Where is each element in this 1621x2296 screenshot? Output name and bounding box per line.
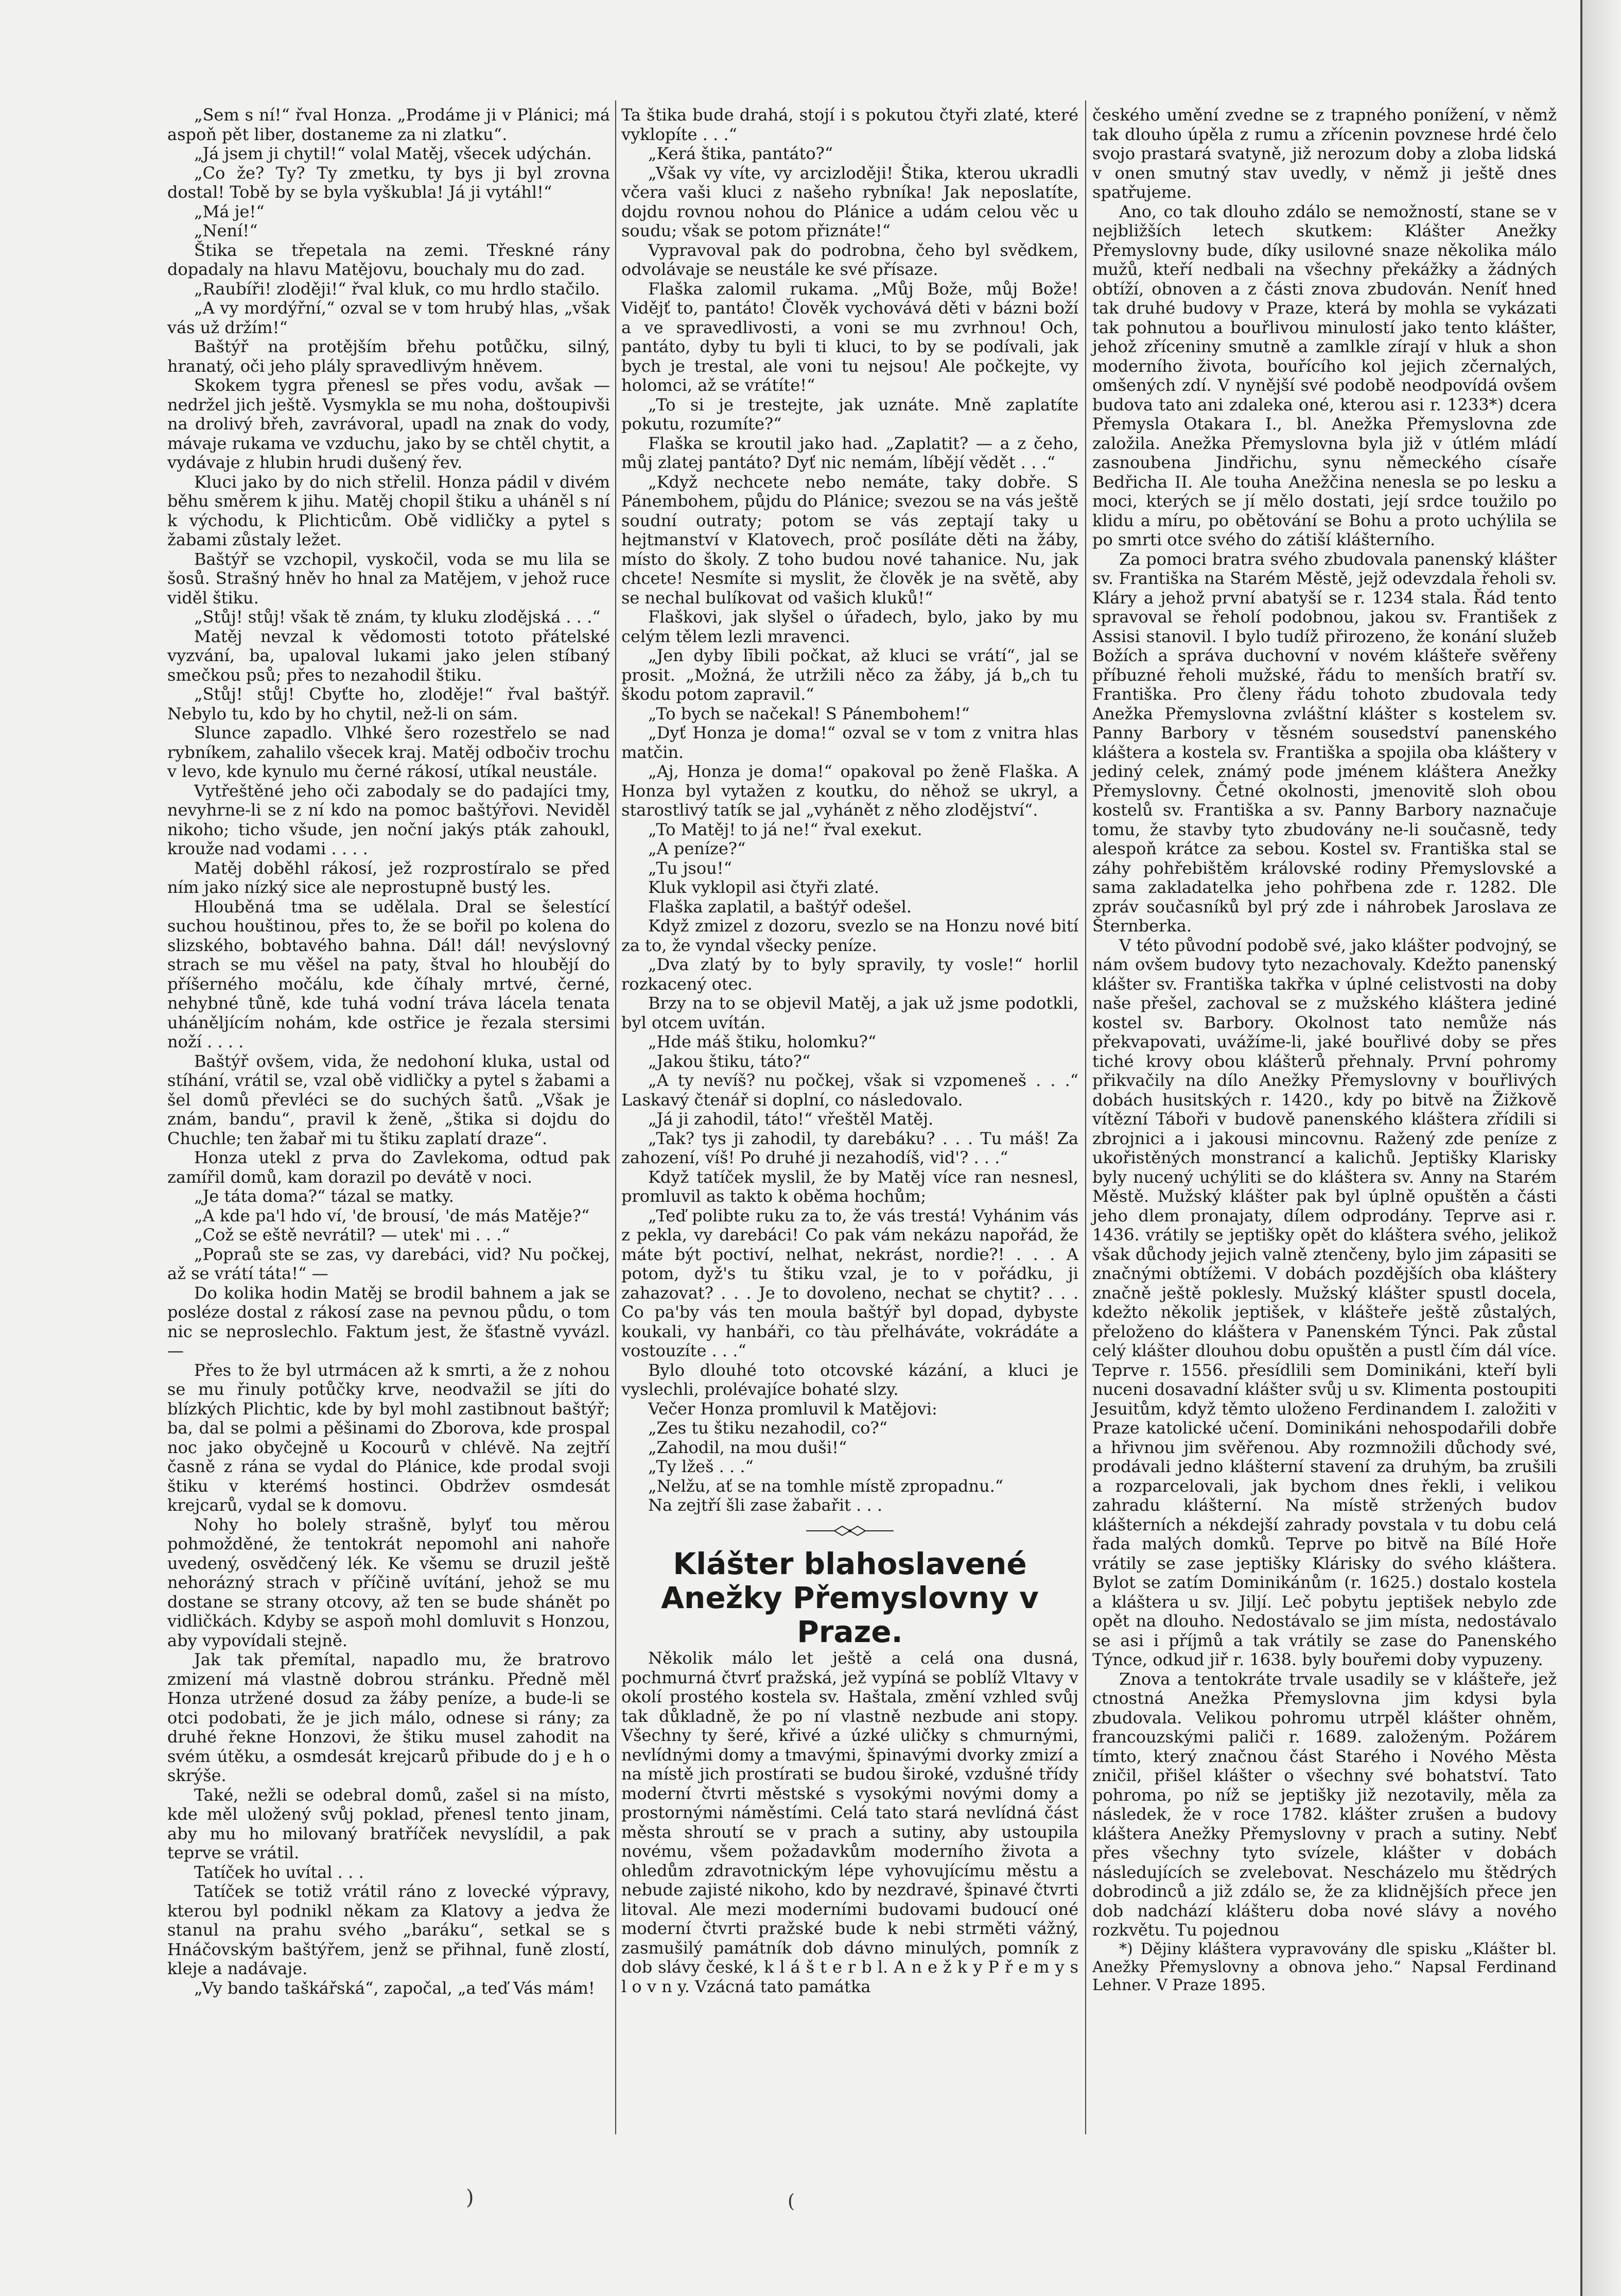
paragraph: Večer Honza promluvil k Matějovi: bbox=[648, 1399, 937, 1419]
paragraph: Flaška zaplatil, a baštýř odešel. bbox=[648, 896, 912, 917]
paragraph: Několik málo let ještě a celá ona dusná, pochmurná čtvrť pražská, jež vypíná se poblíž Vltavy v okolí prostého kostela sv. Haštala, změní vzhled svůj tak důkladně, že po ní vlastně nezbude ani stopy. Všechny ty šeré, křivé a úzké uličky s chmurnými, nevlídnými domy a tmavými, špinavými dvorky zmizí a na místě jich prostírati se budou široké, vzdušné třídy moderní čtvrti městské s vysokými novými domy a prostornými náměstími. Celá tato stará nevlídná část města shroutí se v prach a sutiny, aby ustoupila novému, všem požadavkům moderního života a ohledům zdravotnickým lépe vyhovujícímu městu a nebude zajisté nikoho, kdo by nezdravé, špinavé čtvrti litoval. Ale mezi moderními budovami budoucí oné moderní čtvrti pražské bude k nebi strměti vážný, zasmušilý památník dob dávno minulých, pomník z dob slávy české, k l á š t e r b l. A n e ž k y P ř e m y s l o v n y. Vzácná tato památka bbox=[621, 1648, 1078, 1996]
paragraph: „Hde máš štiku, holomku?“ bbox=[648, 1032, 877, 1051]
paragraph: Flaška zalomil rukama. „Můj Bože, můj Bože! Vidějť to, pantáto! Člověk vychovává děti v bázni boží a ve spravedlivosti, a voni se mu zvrhnou! Och, pantáto, dyby tu byli ti kluci, to by se podívali, jak bych je trestal, ale voni tu nejsou! Ale počkejte, vy holomci, až se vrátíte!“ bbox=[621, 279, 1078, 395]
paragraph: Za pomoci bratra svého zbudovala panenský klášter sv. Františka na Starém Městě, jejž odevzdala řeholi sv. Kláry a jehož první abatyší se r. 1234 stala. Řád tento spravoval se řeholí podobnou, jakou sv. František z Assisi stanovil. I bylo tudíž přirozeno, že konání služeb Božích a správa duchovní v novém klášteře svěřeny příbuzné řeholi mužské, řádu to menších bratří sv. Františka. Pro členy řádu tohoto zbudovala tedy Anežka Přemyslovna zvláštní klášter s kostelem sv. Panny Barbory v těsném sousedství panenského kláštera a kostela sv. Františka a spojila oba kláštery v jediný celek, známý pode jménem kláštera Anežky Přemyslovny. Četné okolnosti, jmenovitě sloh obou kostelů sv. Františka a sv. Panny Barbory naznačuje tomu, že stavby tyto zbudovány ne-li současně, tedy alespoň krátce za sebou. Kostel sv. Františka stal se záhy pohřebištěm královské rodiny Přemyslovské a sama zakladatelka jeho pohřbena zde r. 1282. Dle zpráv současníků byl prý zde i náhrobek Jaroslava ze Šternberka. bbox=[1092, 549, 1557, 936]
paragraph: Matěj doběhl rákosí, jež rozprostíralo se před ním jako nízký sice ale neprostupně bustý les. bbox=[167, 858, 610, 897]
paragraph: Baštýř na protějším břehu potůčku, silný, hranatý, oči jeho plály spravedlivým hněvem. bbox=[167, 337, 610, 376]
paragraph: Kluk vyklopil asi čtyři zlaté. bbox=[648, 877, 880, 897]
paragraph: „Ty lžeš . . .“ bbox=[648, 1457, 754, 1476]
paragraph: Do kolika hodin Matěj se brodil bahnem a jak se posléze dostal z rákosí zase na pevnou půdu, o tom nic se neproslechlo. Faktum jest, že šťastně vyvázl. — bbox=[167, 1283, 610, 1360]
paragraph: Tatíček ho uvítal . . . bbox=[194, 1862, 364, 1882]
scan-mark: ( bbox=[788, 2191, 795, 2212]
paragraph: „Zahodil, na mou duši!“ bbox=[648, 1437, 847, 1457]
section-ornament bbox=[621, 1523, 1078, 1542]
column-rule-right bbox=[1085, 100, 1086, 2134]
paragraph: „Teď polibte ruku za to, že vás trestá! Vyhánim vás z pekla, vy darebáci! Co pak vám nekázu napořád, že máte být poctiví, nelhat, nekrást, nordie?! . . . A potom, dyž's tu štiku vzal, je to v pořádku, ji zahazovat? . . . Je to dovoleno, nechat se chytit? . . . Co pa'by vás ten moula baštýř byl dopad, dybyste koukali, vy hanbáři, co tàu přelháváte, vokrádáte a vostouzíte . . .“ bbox=[621, 1205, 1078, 1360]
paragraph: Ano, co tak dlouho zdálo se nemožností, stane se v nejbližších letech skutkem: Klášter Anežky Přemyslovny bude, díky usilovné snaze několika málo mužů, kteří nedbali na všechny překážky a žádných obtíží, obnoven a z části znova zbudován. Neníť hned tak druhé budovy v Praze, která by mohla se vykázati tak pohnutou a bouřlivou minulostí jako tento klášter, jehož zříceniny smutně a zamlkle zírají v hluk a shon moderního života, bouřícího kol jejich zčernalých, omšených zdí. V nynější své podobě neodpovídá ovšem budova tato ani zdaleka oné, kterou asi r. 1233*) dcera Přemysla Otakara I., bl. Anežka Přemyslovna zde založila. Anežka Přemyslovna byla již v útlém mládí zasnoubena Jindřichu, synu německého císaře Bedřicha II. Ale touha Anežčina nenesla se po lesku a moci, kterých se jí mělo dostati, její srdce toužilo po klidu a míru, po obětování se Bohu a proto uchýlila se po smrti otce svého do zátiší klášterního. bbox=[1092, 201, 1557, 549]
paragraph: Bylo dlouhé toto otcovské kázání, a kluci je vyslechli, prolévajíce bohaté slzy. bbox=[621, 1360, 1078, 1399]
paragraph: Přes to že byl utrmácen až k smrti, a že z nohou se mu řinuly potůčky krve, neodvažil se jíti do blízkých Plichtic, kde by byl mohl zastibnout baštýř; ba, dal se polmi a pěšinami do Zborova, kde prospal noc jako obyčejně u Kocourů v chlévě. Na zejtří časně z rána se vydal do Plánice, kde prodal svoji štiku v kterémś hostinci. Obdržev osmdesát krejcarů, vydal se k domovu. bbox=[167, 1360, 610, 1515]
paragraph: „Raubíři! zloději!“ řval kluk, co mu hrdlo stačilo. bbox=[194, 279, 600, 299]
paragraph: „Tak? tys ji zahodil, ty darebáku? . . . Tu máš! Za zahození, víš! Po druhé ji nezahodíš, vid'? . . .“ bbox=[621, 1128, 1078, 1167]
paragraph: „Stůj! stůj! však tě znám, ty kluku zlodějská . . .“ bbox=[194, 607, 601, 627]
paragraph: Štika se třepetala na zemi. Třeskné rány dopadaly na hlavu Matějovu, bouchaly mu do zad. bbox=[167, 240, 610, 279]
paragraph: Kluci jako by do nich střelil. Honza pádil v divém běhu směrem k jihu. Matěj chopil štiku a uháněl s ní k východu, k Plichticům. Obě vidličky a pytel s žabami zůstaly ležet. bbox=[167, 472, 610, 549]
paragraph: „A peníze?“ bbox=[648, 839, 746, 858]
ornament-divider-icon bbox=[806, 1524, 894, 1538]
paragraph: „A kde pa'l hdo ví, 'de brousí, 'de más Matěje?“ bbox=[194, 1205, 590, 1225]
paragraph: Nohy ho bolely strašně, bylyť tou měrou pohmožděné, že tentokrát nepomohl ani nahoře uvedený, osvědčený lék. Ke všemu se druzil ještě nehorázný strach v příčině uvítání, jehož se mu dostane se strany otcovy, až ten se bude shánět po vidličkách. Kdyby se aspoň mohl domluvit s Honzou, aby vypovídali stejně. bbox=[167, 1514, 610, 1650]
paragraph: „A vy mordýřní,“ ozval se v tom hrubý hlas, „však vás už držím!“ bbox=[167, 298, 610, 337]
paragraph: Baštýř se vzchopil, vyskočil, voda se mu lila se šosů. Strašný hněv ho hnal za Matějem, v jehož ruce viděl štiku. bbox=[167, 549, 610, 608]
paragraph: „Nelžu, ať se na tomhle místě zpropadnu.“ bbox=[648, 1476, 1004, 1496]
article-headline: Klášter blahoslavené Anežky Přemyslovny v Praze. bbox=[661, 1546, 1039, 1649]
paragraph: Brzy na to se objevil Matěj, a jak už jsme podotkli, byl otcem uvítán. bbox=[621, 993, 1078, 1032]
paragraph: „Já jsem ji chytil!“ volal Matěj, všecek udýchán. bbox=[194, 144, 592, 163]
paragraph: Baštýř ovšem, vida, že nedohoní kluka, ustal od stíhání, vrátil se, vzal obě vidličky a pytel s žabami a šel domů převléci se do suchých šatů. „Však je znám, bandu“, pravil k ženě, „štika si dojdu do Chuchle; ten žabař mi tu štiku zaplatí draze“. bbox=[167, 1051, 610, 1148]
paragraph: Flaška se kroutil jako had. „Zaplatit? — a z čeho, můj zlatej pantáto? Dyť nic nemám, líbějí vědět . . .“ bbox=[621, 433, 1078, 472]
paragraph: Jak tak přemítal, napadlo mu, že bratrovo zmizení má vlastně dobrou stránku. Předně měl Honza utržené dosud za žáby peníze, a bude-li se otci podobati, že je jich málo, odnese si rány; za druhé řekne Honzovi, že štiku musel zahodit na svém útěku, a osmdesát krejcarů přibude do j e h o skrýše. bbox=[167, 1650, 610, 1785]
paragraph: „Jen dyby lībili počkat, až kluci se vrátí“, jal se prosit. „Možná, že utržili něco za žáby, já b„ch tu škodu potom zapravil.“ bbox=[621, 646, 1078, 704]
column-rule-left bbox=[615, 100, 616, 2134]
paragraph: „To si je trestejte, jak uznáte. Mně zaplatíte pokutu, rozumíte?“ bbox=[621, 394, 1078, 434]
paragraph: „Vy bando taškářská“, započal, „a teď Vás mám! bbox=[194, 1978, 595, 1998]
paragraph: Skokem tygra přenesl se přes vodu, avšak — nedržel jich ještě. Vysmykla se mu noha, doštoupivši na drolivý břeh, zavrávoral, upadl na znak do vody, mávaje rukama ve vzduchu, jako by se chtěl chytit, a vydávaje z hlubin hrudi dušený řev. bbox=[167, 375, 610, 472]
article-body-continued bbox=[1092, 106, 1557, 1940]
paragraph: „To bych se načekal! S Pánembohem!“ bbox=[648, 703, 970, 723]
paragraph: „Což se eště nevrátil? — utek' mi . . .“ bbox=[194, 1225, 510, 1245]
paragraph: Znova a tentokráte trvale usadily se v klášteře, jež ctnostná Anežka Přemyslovna jim kdysi byla zbudovala. Velikou pohromu utrpěl klášter ohněm, francouzskými paliči r. 1689. založeným. Požárem tímto, který značnou část Starého i Nového Města zničil, přišel klášter o všechny své bohatství. Tato pohroma, po níž se jeptišky již nezotavily, měla za následek, že v roce 1782. klášter zrušen a budovy kláštera Anežky Přemyslovny v prach a sutiny. Nebť přes všechny tyto svízele, klášter v dobách následujících se zvelebovat. Nescházelo mu štědrých dobrodinců a již zdálo se, že za klidnějších přece jen dob nadchází klášteru doba nové slávy a nového rozkvětu. Tu pojednou bbox=[1092, 1669, 1557, 1940]
paragraph: „Není!“ bbox=[194, 221, 258, 240]
paragraph: „Stůj! stůj! Cbyťte ho, zloděje!“ řval baštýř. Nebylo tu, kdo by ho chytil, než-li on sám. bbox=[167, 684, 610, 723]
paragraph: „Já ji zahodil, táto!“ vřeštěl Matěj. bbox=[648, 1109, 934, 1129]
paragraph: „Když nechcete nebo nemáte, taky dobře. S Pánembohem, půjdu do Plánice; svezou se na vás ještě soudní outraty; potom se vás zeptají taky u hejtmanství v Klatovech, proč posíláte děti na žáby, místo do školy. Z toho budou nové tahanice. Nu, jak chcete! Nesmíte si myslit, že člověk je na světě, aby se nechal bulíkovat od vašich kluků!“ bbox=[621, 472, 1078, 608]
paragraph: „Má je!“ bbox=[194, 201, 265, 221]
paragraph: „Dyť Honza je doma!“ ozval se v tom z vnitra hlas matčin. bbox=[621, 723, 1078, 762]
paragraph: „Aj, Honza je doma!“ opakoval po ženě Flaška. A Honza byl vytažen z koutku, do něhož se ukryl, a starostlivý tatík se jal „vyhánět z něho zlodějství“. bbox=[621, 762, 1078, 820]
paragraph: Vytřeštěné jeho oči zabodaly se do padajíci tmy, nevyhrne-li se z ní kdo na pomoc baštýřovi. Neviděl nikoho; ticho všude, jen noční jakýs pták zahoukl, krouže nad vodami . . . . bbox=[167, 781, 610, 858]
scan-mark: ) bbox=[466, 2186, 474, 2209]
paragraph: Tatíček se totiž vrátil ráno z lovecké výpravy, kterou byl podnikl někam za Klatovy a jedva že stanul na prahu svého „baráku“, setkal se s Hnáčovským baštýřem, jenž se přihnal, funě zlostí, kleje a nadávaje. bbox=[167, 1881, 610, 1978]
paragraph: Slunce zapadlo. Vlhké šero rozestřelo se nad rybníkem, zahalilo všecek kraj. Matěj odbočiv trochu v levo, kde kynulo mu černé rákosí, utíkal neustále. bbox=[167, 723, 610, 781]
paragraph: Hlouběná tma se udělala. Dral se šelestící suchou houštinou, přes to, že se bořil po kolena do slizského, bobtavého bahna. Dál! dál! nevýslovný strach se mu věšel na paty, štval ho hloubějí do příšerného močálu, kde číhaly mrtvé, černé, nehybné tůně, kde tuhá vodní tráva lácela tenata uháněljícím nohám, kde ostřice je řezala stersimi noží . . . . bbox=[167, 896, 610, 1051]
column-2 bbox=[621, 106, 1078, 1996]
article-body-start bbox=[621, 1649, 1078, 1996]
paragraph: Také, nežli se odebral domů, zašel si na místo, kde měl uložený svůj poklad, přenesl tento jinam, aby mu ho milovaný bratříček nevyslídil, a pak teprve se vrátil. bbox=[167, 1785, 610, 1862]
paragraph: Na zejtří šli zase žabařit . . . bbox=[648, 1495, 882, 1515]
paragraph: „Jakou štiku, táto?“ bbox=[648, 1051, 811, 1071]
paragraph: českého umění zvedne se z trapného ponížení, v němž tak dlouho úpěla z rumu a zřícenin povznese hrdé čelo svojo prastará svatyně, již nerozum doby a zloba lidská v onen smutný stav uvedly, v němž ji ještě dnes spatřujeme. bbox=[1092, 105, 1557, 202]
column-3 bbox=[1092, 106, 1557, 1994]
paragraph: Flaškovi, jak slyšel o úřadech, bylo, jako by mu celým tělem lezli mravenci. bbox=[621, 607, 1078, 646]
paragraph: Honza utekl z prva do Zavlekoma, odtud pak zamířil domů, kam dorazil po devátě v noci. bbox=[167, 1148, 610, 1187]
paragraph: „Co že? Ty? Ty zmetku, ty bys ji byl zrovna dostal! Tobě by se byla vyškubla! Já ji vytáhl!“ bbox=[167, 163, 610, 202]
paragraph: „Tu jsou!“ bbox=[648, 858, 732, 878]
column-1 bbox=[167, 106, 610, 1998]
paragraph: V této původní podobě své, jako klášter podvojný, se nám ovšem budovy tyto nezachovaly. Kdežto panenský klášter sv. Františka takřka v úplné celistvosti na doby naše přešel, zachoval se z mužského kláštera jediné kostel sv. Barbory. Okolnost tato nemůže nás překvapovati, uvážíme-li, jaké bouřlivé doby se přes tiché krovy obou klášterů přehnaly. První pohromy přikvačily na dílo Anežky Přemyslovny v bouřlivých dobách husitských r. 1420., kdy po bitvě na Žižkově vítězní Táboři v budově panenského kláštera zřídili si zbrojnici a i jakousi mincovnu. Ražený zde peníze z ukořistěných monstrancí a kalichů. Jeptišky Klarisky byly nucený uchýliti se do kláštera sv. Anny na Starém Městě. Mužský klášter pak byl úplně opuštěn a části jeho dlem pronajaty, dílem odprodány. Teprve asi r. 1436. vrátily se jeptišky opět do kláštera svého, jelikož však důchody jejich valně ztenčeny, bylo jim zápasiti se značnými obtížemi. V dobách pozdějších oba kláštery značně ještě poklesly. Mužský klášter spustl docela, kdežto několik jeptišek, v klášteře ještě zůstalých, přeloženo do kláštera v Panenském Týnci. Pak zůstal celý klášter dlouhou dobu opuštěn a pustl čím dál více. Teprve r. 1556. přesídlili sem Dominikáni, kteří byli nuceni dosavadní klášter svůj u sv. Klimenta postoupiti Jesuitům, když těmto uloženo Ferdinandem I. založiti v Praze katolické učení. Dominikáni nehospodařili dobře a hřivnou jim svěřenou. Aby rozmnožili důchody své, prodávali jedno klášterní stavení za druhým, ba zrušili a rozparcelovali, jak bychom dnes řekli, i velikou zahradu klášterní. Na místě stržených budov klášterních a nékdejší zahrady povstala v tu dobu celá řada malých domků. Teprve po bitvě na Bílé Hoře vrátily se zase jeptišky Klárisky do svého kláštera. Bylot se zatím Dominikánům (r. 1625.) dostalo kostela a kláštera u sv. Jiljí. Leč pobytu jeptišek nebylo zde opět na dlouho. Nedostávalo se jim místa, nedostávalo se asi i příjmů a tak vrátily se zase do Panenského Týnce, odkud jiř r. 1638. byly bouřemi doby vypuzeny. bbox=[1092, 935, 1557, 1669]
paragraph: „Sem s ní!“ řval Honza. „Prodáme ji v Plánici; má aspoň pět liber, dostaneme za ni zlatku“. bbox=[167, 105, 610, 144]
paragraph: „To Matěj! to já ne!“ řval exekut. bbox=[648, 819, 922, 839]
paragraph: Ta štika bude drahá, stojí i s pokutou čtyři zlaté, které vyklopíte . . .“ bbox=[621, 105, 1078, 144]
paragraph: Když zmizel z dozoru, svezlo se na Honzu nové bití za to, že vyndal všecky peníze. bbox=[621, 916, 1078, 955]
binding-edge-line bbox=[1580, 0, 1582, 2296]
paragraph: „Je táta doma?“ tázal se matky. bbox=[194, 1186, 454, 1206]
paragraph: Vypravoval pak do podrobna, čeho byl svědkem, odvolávaje se neustále ke své přísaze. bbox=[621, 240, 1078, 279]
paragraph: „A ty nevíš? nu počkej, však si vzpomeneš . . .“ Laskavý čtenář si doplní, co následovalo. bbox=[621, 1071, 1078, 1110]
paragraph: „Kerá štika, pantáto?“ bbox=[648, 144, 833, 163]
paragraph: „Zes tu štiku nezahodil, co?“ bbox=[648, 1418, 888, 1438]
paragraph: Když tatíček myslil, že by Matěj více ran nesnesl, promluvil as takto k oběma hochům; bbox=[621, 1167, 1078, 1206]
paragraph: „Popraů ste se zas, vy darebáci, vid? Nu počkej, až se vrátí táta!“ — bbox=[167, 1244, 610, 1283]
story-continuation bbox=[621, 106, 1078, 1515]
paragraph: Matěj nevzal k vědomosti tototo přátelské vyzvání, ba, upaloval lukami jako jelen stíbaný smečkou psů; přes to nezahodil štiku. bbox=[167, 626, 610, 685]
footnote: *) Dějiny kláštera vypravovány dle spisku „Klášter bl. Anežky Přemyslovny a obnova jeho.“ Napsal Ferdinand Lehner. V Praze 1895. bbox=[1092, 1940, 1557, 1994]
page-edge bbox=[1582, 0, 1621, 2296]
paragraph: „Dva zlatý by to byly spravily, ty vosle!“ horlil rozkacený otec. bbox=[621, 955, 1078, 994]
paragraph: „Však vy víte, vy arcizloději! Štika, kterou ukradli včera vaši kluci z našeho rybníka! Jak neposlatíte, dojdu rovnou nohou do Plánice a udám celou věc u soudu; však se potom přiznáte!“ bbox=[621, 163, 1078, 240]
